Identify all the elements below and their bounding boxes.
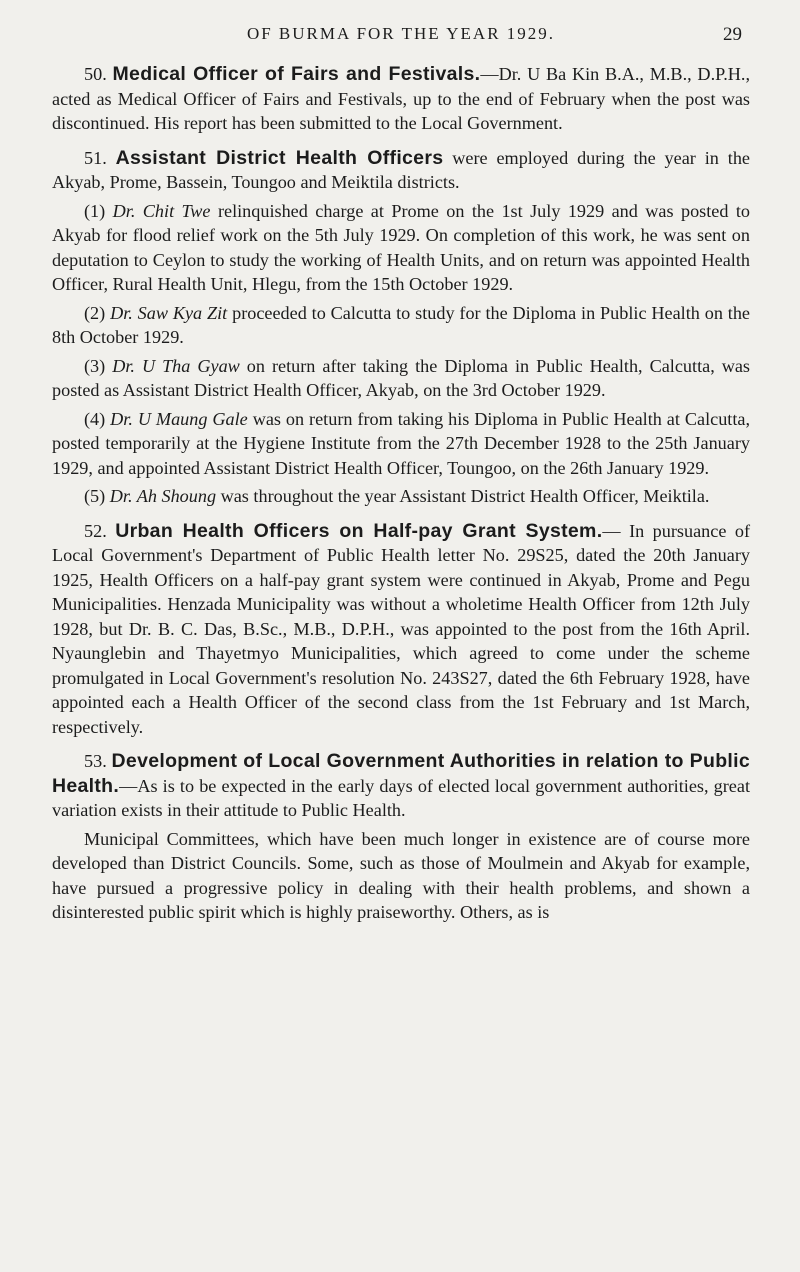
section-text: were employed during the year in the Akyab, Prome, Bassein, Toungoo and Meiktila districts. xyxy=(52,147,750,192)
section-number: 51. xyxy=(84,147,107,168)
officer-name: Dr. U Maung Gale xyxy=(110,408,248,429)
section-title: Medical Officer of Fairs and Festivals. xyxy=(112,63,481,85)
section-50-paragraph xyxy=(52,62,750,136)
section-52 xyxy=(52,519,750,740)
section-53 xyxy=(52,749,750,925)
list-item: (5) Dr. Ah Shoung was throughout the year Assistant District Health Officer, Meiktila. xyxy=(84,486,710,506)
section-title: Development of Local Government Authorities in relation to Public Health. xyxy=(52,750,750,797)
list-item: (2) Dr. Saw Kya Zit proceeded to Calcutta to study for the Diploma in Public Health on the 8th October 1929. xyxy=(52,302,750,347)
list-item: (4) Dr. U Maung Gale was on return from taking his Diploma in Public Health at Calcutta, posted temporarily at the Hygiene Institute from the 27th December 1928 to the 25th January 1929, and appointed Assistant District Health Officer, Toungoo, on the 26th January 1929. xyxy=(52,408,751,478)
section-53-paragraph xyxy=(52,749,750,823)
officer-name: Dr. Ah Shoung xyxy=(109,486,217,506)
running-title: OF BURMA FOR THE YEAR 1929. xyxy=(246,24,556,43)
section-number: 52. xyxy=(84,520,107,541)
section-text: — In pursuance of Local Government's Department of Public Health letter No. 29S25, dated the 20th January 1925, Health Officers on a half-pay grant system were continued in Akyab, Prome and Pegu Municipalities. Henzada Municipality was without a wholetime Health Officer from 12th July 1928, but Dr. B. C. Das, B.Sc., M.B., D.P.H., was appointed to the post from the 16th April. Nyaunglebin and Thayetmyo Municipalities, which agreed to come under the scheme promulgated in Local Government's resolution No. 243S27, dated the 6th February 1928, have appointed each a Health Officer of the second class from the 1st February and 1st March, respectively. xyxy=(52,520,750,737)
page-header xyxy=(52,18,750,52)
list-item: (1) Dr. Chit Twe relinquished charge at Prome on the 1st July 1929 and was posted to Akyab for flood relief work on the 5th July 1929. On completion of this work, he was sent on deputation to Ceylon to study the working of Health Units, and on return was appointed Health Officer, Rural Health Unit, Hlegu, from the 15th October 1929. xyxy=(52,200,751,294)
section-51-paragraph xyxy=(52,146,750,195)
page-number: 29 xyxy=(723,24,742,45)
section-number: 53. xyxy=(84,751,107,771)
officer-name: Dr. U Tha Gyaw xyxy=(112,355,240,376)
officer-name: Dr. Saw Kya Zit xyxy=(110,302,228,323)
section-text: —Dr. U Ba Kin B.A., M.B., D.P.H., acted as Medical Officer of Fairs and Festivals, up to the end of February when the post was discontinued. His report has been submitted to the Local Government. xyxy=(52,64,750,133)
section-51 xyxy=(52,146,750,509)
section-50 xyxy=(52,62,750,136)
section-52-paragraph xyxy=(52,519,750,740)
section-number: 50. xyxy=(84,64,107,84)
section-title: Urban Health Officers on Half-pay Grant System. xyxy=(115,519,603,542)
officer-name: Dr. Chit Twe xyxy=(112,200,211,221)
section-title: Assistant District Health Officers xyxy=(115,146,444,169)
section-text: —As is to be expected in the early days of elected local government authorities, great variation exists in their attitude to Public Health. xyxy=(52,775,750,820)
list-item: (3) Dr. U Tha Gyaw on return after taking the Diploma in Public Health, Calcutta, was posted as Assistant District Health Officer, Akyab, on the 3rd October 1929. xyxy=(52,355,751,400)
section-53-paragraph-2: Municipal Committees, which have been much longer in existence are of course more developed than District Councils. Some, such as those of Moulmein and Akyab for example, have pursued a progressive policy in dealing with their health problems, and shown a disinterested public spirit which is highly praiseworthy. Others, as is xyxy=(52,828,750,922)
